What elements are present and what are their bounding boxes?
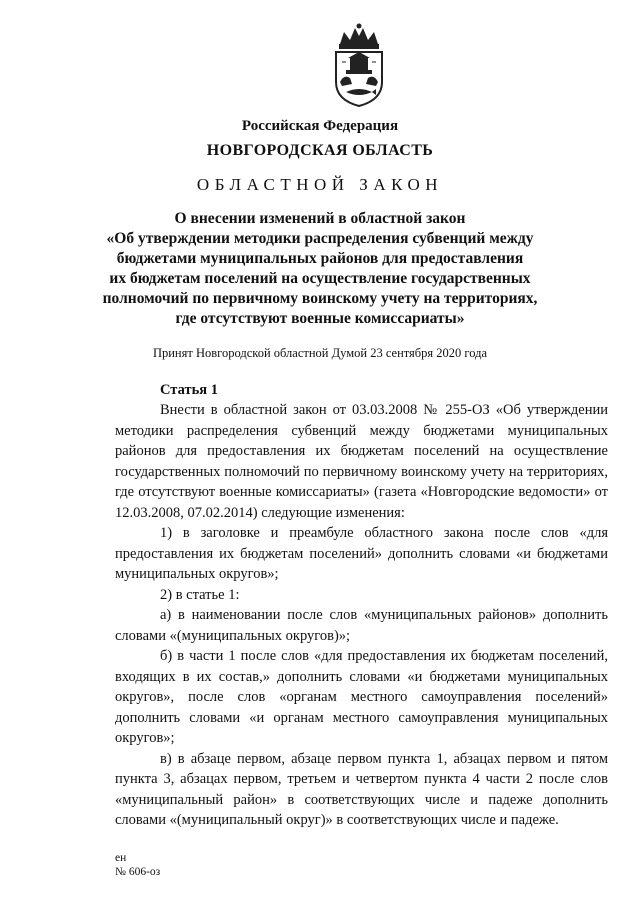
law-title	[0, 209, 640, 329]
document-footer	[115, 851, 160, 879]
paragraph: в) в абзаце первом, абзаце первом пункта 1, абзацах первом и пятом пункта 3, абзацах первом, третьем и четвертом пункта 4 части 2 после слов «муниципальный район» в соответствующих числе и падеже дополнить словами «(муниципальный округ)» в соответствующих числе и падеже.	[115, 750, 608, 828]
executor-initials: ен	[115, 852, 127, 864]
paragraph: б) в части 1 после слов «для предоставления их бюджетам поселений, входящих в их состав,» дополнить словами «и бюджетами муниципальных округов», после слов «органам местного самоуправления поселений» дополнить словами «и органам местного самоуправления муниципальных округов»;	[115, 648, 608, 746]
adoption-note: Принят Новгородской областной Думой 23 сентября 2020 года	[152, 346, 488, 360]
paragraph: 1) в заголовке и преамбуле областного закона после слов «для предоставления их бюджетам поселений» дополнить словами «и бюджетами муниципальных округов»;	[115, 525, 608, 582]
title-line: О внесении изменений в областной закон	[174, 210, 466, 227]
paragraph: 2) в статье 1:	[160, 586, 240, 603]
region-name: НОВГОРОДСКАЯ ОБЛАСТЬ	[206, 142, 434, 159]
document-number: № 606-оз	[115, 866, 161, 878]
country-name: Российская Федерация	[241, 118, 399, 134]
article-body	[115, 400, 608, 831]
law-type: ОБЛАСТНОЙ ЗАКОН	[196, 175, 444, 194]
paragraph: Внести в областной закон от 03.03.2008 № 255-ОЗ «Об утверждении методики распределения субвенций между бюджетами муниципальных районов для предоставления их бюджетам поселений на осуществление государственных полномочий по первичному воинскому учету на территориях, где отсутствуют военные комиссариаты» (газета «Новгородские ведомости» от 12.03.2008, 07.02.2014) следующие изменения:	[115, 402, 608, 521]
title-line: полномочий по первичному воинскому учету на территориях,	[102, 290, 538, 307]
coat-of-arms-icon	[326, 22, 392, 108]
title-line: «Об утверждении методики распределения субвенций между	[106, 230, 534, 247]
title-line: их бюджетам поселений на осуществление государственных	[109, 270, 531, 287]
paragraph: а) в наименовании после слов «муниципальных районов» дополнить словами «(муниципальных округов)»;	[115, 607, 608, 644]
article-heading: Статья 1	[160, 382, 218, 398]
title-line: бюджетами муниципальных районов для предоставления	[116, 250, 524, 267]
title-line: где отсутствуют военные комиссариаты»	[175, 310, 465, 327]
